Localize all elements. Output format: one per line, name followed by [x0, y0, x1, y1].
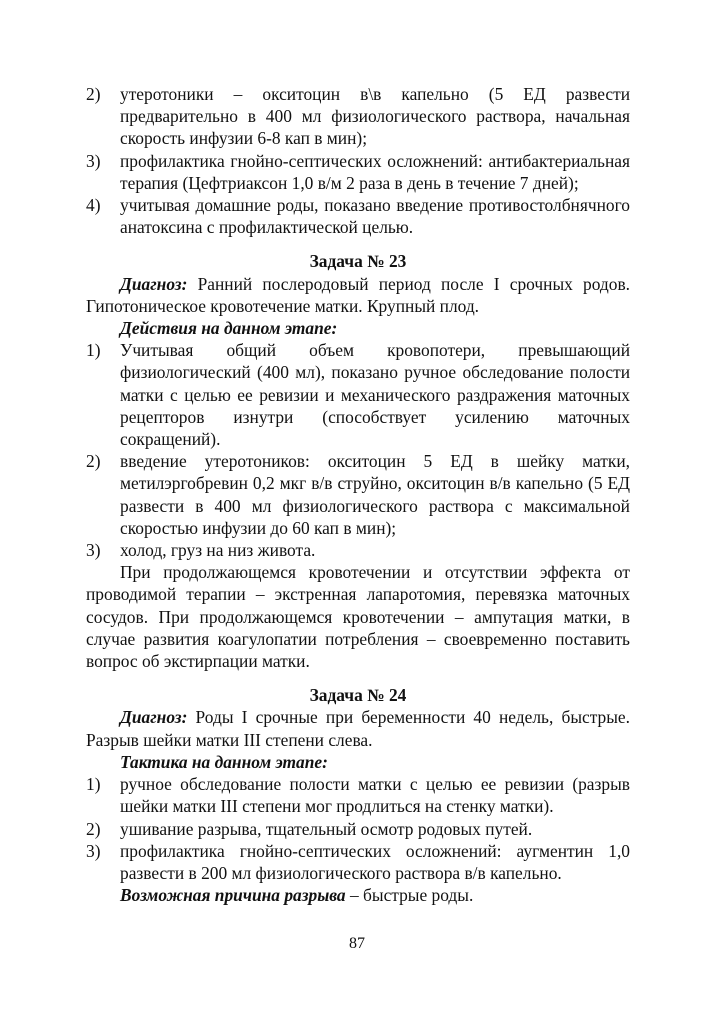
list-item-text: ручное обследование полости матки с целью ее ревизии (разрыв шейки матки III степени мог продлиться на стенку матки).	[120, 774, 630, 817]
list-item-text: введение утеротоников: окситоцин 5 ЕД в шейку матки, метилэргобревин 0,2 мкг в/в струйно, окситоцин в/в капельно (5 ЕД развести в 400 мл физиологического раствора с максимальной скоростью инфузии до 60 кап в мин);	[120, 451, 630, 538]
list-number: 3)	[86, 840, 101, 861]
list-number: 3)	[86, 540, 101, 561]
cause-label: Возможная причина разрыва	[120, 885, 346, 906]
list-item	[86, 83, 630, 150]
list-item-text: ушивание разрыва, тщательный осмотр родовых путей.	[120, 818, 533, 839]
list-item	[86, 150, 630, 194]
list-item	[86, 773, 630, 817]
list-number: 2)	[86, 451, 101, 472]
list-item-text: профилактика гнойно-септических осложнений: аугментин 1,0 развести в 200 мл физиологического раствора в/в капельно.	[120, 840, 630, 883]
list-item-text: холод, груз на низ живота.	[120, 540, 316, 561]
list-item	[86, 339, 630, 450]
diagnosis-text: Ранний послеродовый период после I срочных родов. Гипотоническое кровотечение матки. Крупный плод.	[86, 273, 630, 316]
list-item-text: Учитывая общий объем кровопотери, превышающий физиологический (400 мл), показано ручное обследование полости матки с целью ее ревизии и механического раздражения маточных рецепторов изнутри (способствует усилению маточных сокращений).	[120, 340, 630, 450]
list-item	[86, 818, 630, 840]
task-23-diagnosis	[86, 273, 630, 317]
task-24-tactics-label: Тактика на данном этапе:	[120, 751, 328, 772]
list-number: 2)	[86, 818, 101, 839]
list-item	[86, 840, 630, 884]
list-number: 2)	[86, 84, 101, 104]
page-content	[86, 83, 630, 906]
intro-list	[86, 83, 630, 238]
list-item-text: учитывая домашние роды, показано введение противостолбнячного анатоксина с профилактической целью.	[120, 195, 630, 238]
list-item	[86, 450, 630, 539]
diagnosis-label: Диагноз:	[120, 273, 188, 294]
page-number: 87	[349, 935, 365, 952]
list-number: 1)	[86, 774, 101, 795]
list-number: 1)	[86, 340, 101, 361]
task-24-section	[86, 684, 630, 906]
list-number: 3)	[86, 150, 101, 171]
task-23-section	[86, 250, 630, 672]
task-24-heading: Задача № 24	[309, 685, 407, 706]
list-item	[86, 194, 630, 238]
list-number: 4)	[86, 195, 101, 216]
diagnosis-label: Диагноз:	[120, 707, 188, 728]
diagnosis-text: Роды I срочные при беременности 40 недель, быстрые. Разрыв шейки матки III степени слева.	[86, 707, 630, 750]
list-item	[86, 539, 630, 561]
list-item-text: профилактика гнойно-септических осложнений: антибактериальная терапия (Цефтриаксон 1,0 в/м 2 раза в день в течение 7 дней);	[120, 150, 630, 193]
task-24-cause	[86, 884, 630, 906]
task-23-conclusion: При продолжающемся кровотечении и отсутствии эффекта от проводимой терапии – экстренная лапаротомия, перевязка маточных сосудов. При продолжающемся кровотечении – ампутация матки, в случае развития коагулопатии потребления – своевременно поставить вопрос об экстирпации матки.	[86, 562, 630, 672]
cause-text: – быстрые роды.	[345, 885, 474, 906]
task-24-diagnosis	[86, 706, 630, 750]
task-23-actions-label: Действия на данном этапе:	[120, 318, 338, 339]
task-23-heading: Задача № 23	[309, 251, 407, 272]
list-item-text: утеротоники – окситоцин в\в капельно (5 ЕД развести предварительно в 400 мл физиологического раствора, начальная скорость инфузии 6-8 кап в мин);	[120, 84, 630, 149]
